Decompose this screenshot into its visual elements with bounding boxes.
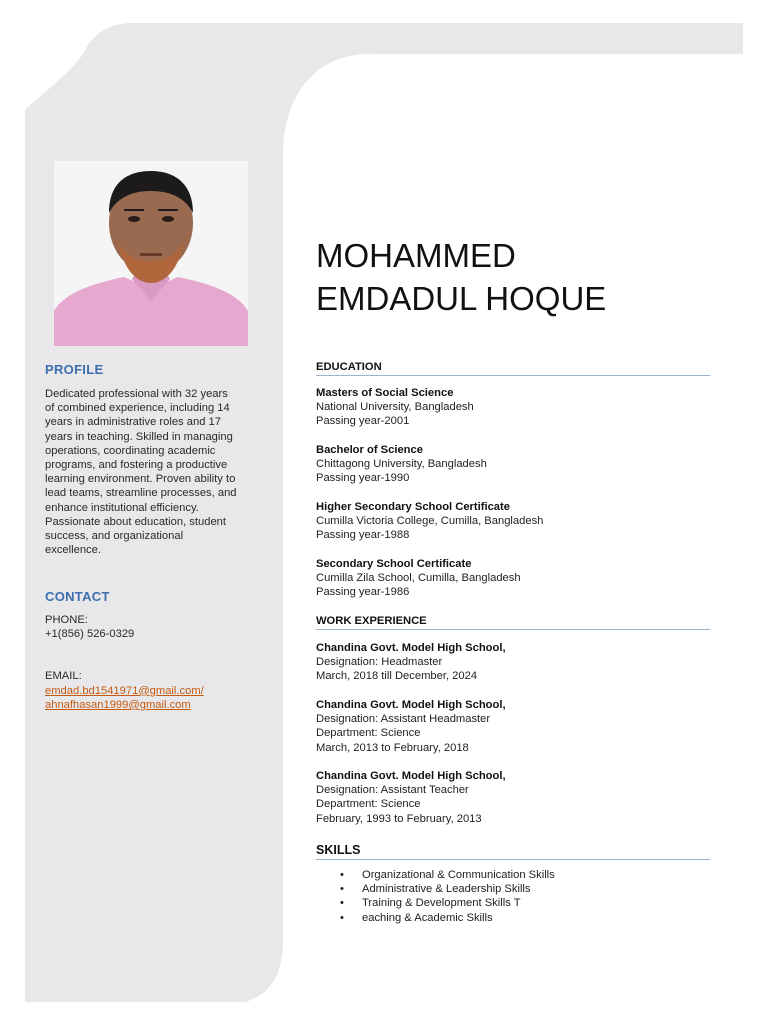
- work-employer: Chandina Govt. Model High School,: [316, 699, 506, 711]
- profile-line: lead teams, streamline processes, and: [45, 487, 237, 500]
- education-title: Higher Secondary School Certificate: [316, 501, 510, 513]
- profile-line: of combined experience, including 14: [45, 402, 230, 415]
- skill-item: [340, 868, 555, 882]
- phone-number: +1(856) 526-0329: [45, 628, 135, 641]
- skills-heading: SKILLS: [316, 843, 710, 860]
- work-entry: [316, 641, 716, 684]
- contact-heading: CONTACT: [45, 589, 110, 604]
- email-link-secondary[interactable]: ahnafhasan1999@gmail.com: [45, 698, 191, 711]
- profile-line: years in teaching. Skilled in managing: [45, 430, 233, 443]
- candidate-name: [316, 234, 736, 320]
- work-detail: Department: Science: [316, 798, 421, 811]
- skill-item: [340, 911, 555, 925]
- phone-label: PHONE:: [45, 614, 88, 626]
- profile-line: Passionate about education, student: [45, 515, 226, 528]
- profile-line: programs, and fostering a productive: [45, 459, 228, 472]
- work-detail: Designation: Headmaster: [316, 656, 443, 669]
- skill-text: Administrative & Leadership Skills: [362, 883, 531, 896]
- education-title: Bachelor of Science: [316, 444, 423, 456]
- education-title: Masters of Social Science: [316, 387, 454, 399]
- profile-text: [45, 387, 260, 557]
- education-year: Passing year-1988: [316, 529, 410, 542]
- education-institution: National University, Bangladesh: [316, 401, 474, 414]
- profile-section: [45, 362, 260, 557]
- education-entry: [316, 557, 716, 600]
- profile-line: excellence.: [45, 544, 101, 557]
- skill-text: Training & Development Skills T: [362, 897, 521, 910]
- work-detail: March, 2013 to February, 2018: [316, 741, 469, 754]
- skill-text: eaching & Academic Skills: [362, 911, 493, 924]
- bullet: •: [340, 897, 344, 910]
- skill-item: [340, 882, 555, 896]
- work-entry: [316, 698, 716, 755]
- name-line-1: MOHAMMED: [316, 237, 516, 274]
- education-entry: [316, 443, 716, 486]
- email-label: EMAIL:: [45, 670, 82, 683]
- skills-list: [340, 868, 555, 925]
- bullet: •: [340, 869, 344, 881]
- education-heading: EDUCATION: [316, 361, 710, 376]
- work-detail: Designation: Assistant Teacher: [316, 784, 469, 797]
- work-detail: March, 2018 till December, 2024: [316, 670, 478, 683]
- profile-line: Dedicated professional with 32 years: [45, 388, 228, 400]
- name-line-2: EMDADUL HOQUE: [316, 280, 607, 317]
- profile-line: years in administrative roles and 17: [45, 416, 221, 429]
- work-experience-heading: WORK EXPERIENCE: [316, 615, 710, 630]
- work-employer: Chandina Govt. Model High School,: [316, 642, 506, 654]
- skill-item: [340, 896, 555, 910]
- education-institution: Chittagong University, Bangladesh: [316, 458, 487, 471]
- profile-heading: PROFILE: [45, 362, 104, 377]
- profile-line: enhance institutional efficiency.: [45, 501, 199, 514]
- work-employer: Chandina Govt. Model High School,: [316, 770, 506, 782]
- education-year: Passing year-1990: [316, 472, 410, 485]
- education-institution: Cumilla Zila School, Cumilla, Bangladesh: [316, 572, 521, 585]
- education-entry: [316, 386, 716, 429]
- education-entry: [316, 500, 716, 543]
- contact-section: [45, 589, 260, 712]
- work-entry: [316, 769, 716, 826]
- profile-line: success, and organizational: [45, 530, 184, 543]
- profile-photo: [54, 161, 248, 346]
- bullet: •: [340, 883, 344, 896]
- email-link-primary[interactable]: emdad.bd1541971@gmail.com/: [45, 684, 204, 697]
- work-detail: Designation: Assistant Headmaster: [316, 713, 491, 726]
- profile-line: learning environment. Proven ability to: [45, 473, 236, 486]
- education-year: Passing year-2001: [316, 415, 410, 428]
- skill-text: Organizational & Communication Skills: [362, 869, 555, 881]
- profile-line: operations, coordinating academic: [45, 444, 216, 457]
- work-detail: Department: Science: [316, 727, 421, 740]
- work-detail: February, 1993 to February, 2013: [316, 812, 482, 825]
- education-year: Passing year-1986: [316, 586, 410, 599]
- bullet: •: [340, 911, 344, 924]
- education-title: Secondary School Certificate: [316, 558, 472, 570]
- education-institution: Cumilla Victoria College, Cumilla, Bangladesh: [316, 515, 544, 528]
